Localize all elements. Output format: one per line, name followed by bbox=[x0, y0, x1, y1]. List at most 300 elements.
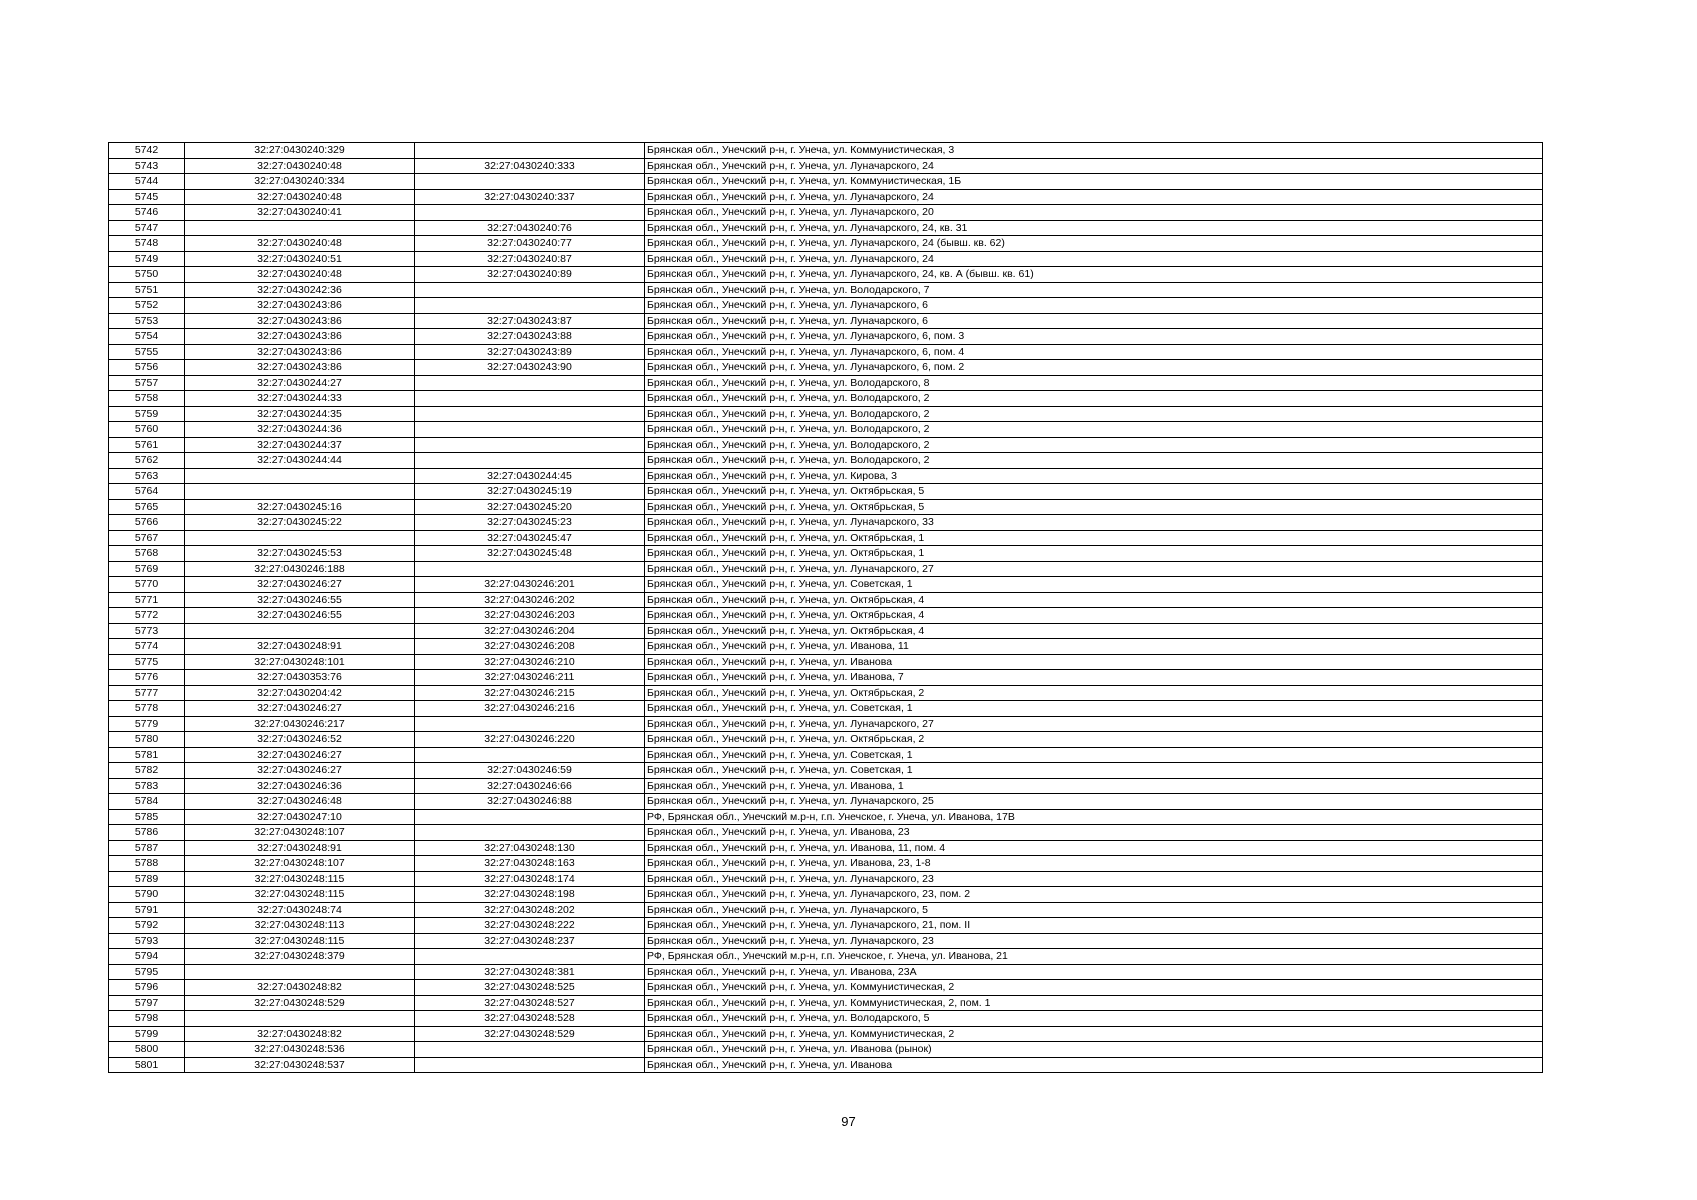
parent-cadastral-number-cell: 32:27:0430245:16 bbox=[185, 499, 415, 515]
row-number-cell: 5778 bbox=[109, 701, 185, 717]
table-row bbox=[109, 654, 1543, 670]
address-cell: Брянская обл., Унечский р-н, г. Унеча, ул. Советская, 1 bbox=[645, 701, 1543, 717]
cadastral-number-cell: 32:27:0430246:215 bbox=[415, 685, 645, 701]
cadastral-number-cell: 32:27:0430245:48 bbox=[415, 546, 645, 562]
table-row bbox=[109, 499, 1543, 515]
parent-cadastral-number-cell: 32:27:0430246:217 bbox=[185, 716, 415, 732]
row-number-cell: 5756 bbox=[109, 360, 185, 376]
table-row bbox=[109, 1026, 1543, 1042]
row-number-cell: 5764 bbox=[109, 484, 185, 500]
table-row bbox=[109, 546, 1543, 562]
cadastral-number-cell: 32:27:0430244:45 bbox=[415, 468, 645, 484]
address-cell: Брянская обл., Унечский р-н, г. Унеча, ул. Луначарского, 24, кв. 31 bbox=[645, 220, 1543, 236]
address-cell: Брянская обл., Унечский р-н, г. Унеча, ул. Луначарского, 6 bbox=[645, 313, 1543, 329]
row-number-cell: 5795 bbox=[109, 964, 185, 980]
cadastral-number-cell: 32:27:0430245:23 bbox=[415, 515, 645, 531]
parent-cadastral-number-cell: 32:27:0430248:82 bbox=[185, 980, 415, 996]
parent-cadastral-number-cell: 32:27:0430243:86 bbox=[185, 360, 415, 376]
cadastral-number-cell: 32:27:0430243:89 bbox=[415, 344, 645, 360]
cadastral-number-cell: 32:27:0430246:216 bbox=[415, 701, 645, 717]
table-row bbox=[109, 236, 1543, 252]
cadastral-number-cell: 32:27:0430246:66 bbox=[415, 778, 645, 794]
table-row bbox=[109, 825, 1543, 841]
row-number-cell: 5774 bbox=[109, 639, 185, 655]
cadastral-number-cell: 32:27:0430240:76 bbox=[415, 220, 645, 236]
address-cell: Брянская обл., Унечский р-н, г. Унеча, ул. Октябрьская, 2 bbox=[645, 685, 1543, 701]
row-number-cell: 5800 bbox=[109, 1042, 185, 1058]
table-body bbox=[109, 143, 1543, 1073]
table-row bbox=[109, 313, 1543, 329]
address-cell: Брянская обл., Унечский р-н, г. Унеча, ул. Володарского, 8 bbox=[645, 375, 1543, 391]
row-number-cell: 5742 bbox=[109, 143, 185, 159]
table-row bbox=[109, 685, 1543, 701]
parent-cadastral-number-cell bbox=[185, 468, 415, 484]
cadastral-number-cell: 32:27:0430248:202 bbox=[415, 902, 645, 918]
cadastral-number-cell bbox=[415, 406, 645, 422]
cadastral-number-cell: 32:27:0430246:210 bbox=[415, 654, 645, 670]
row-number-cell: 5762 bbox=[109, 453, 185, 469]
table-row bbox=[109, 763, 1543, 779]
parent-cadastral-number-cell: 32:27:0430246:48 bbox=[185, 794, 415, 810]
address-cell: Брянская обл., Унечский р-н, г. Унеча, ул. Луначарского, 6 bbox=[645, 298, 1543, 314]
table-row bbox=[109, 933, 1543, 949]
address-cell: Брянская обл., Унечский р-н, г. Унеча, ул. Луначарского, 23 bbox=[645, 871, 1543, 887]
parent-cadastral-number-cell: 32:27:0430243:86 bbox=[185, 298, 415, 314]
table-row bbox=[109, 468, 1543, 484]
address-cell: Брянская обл., Унечский р-н, г. Унеча, ул. Советская, 1 bbox=[645, 577, 1543, 593]
table-row bbox=[109, 902, 1543, 918]
parent-cadastral-number-cell: 32:27:0430248:107 bbox=[185, 856, 415, 872]
address-cell: РФ, Брянская обл., Унечский м.р-н, г.п. Унечское, г. Унеча, ул. Иванова, 21 bbox=[645, 949, 1543, 965]
table-row bbox=[109, 577, 1543, 593]
cadastral-number-cell bbox=[415, 143, 645, 159]
address-cell: Брянская обл., Унечский р-н, г. Унеча, ул. Володарского, 7 bbox=[645, 282, 1543, 298]
address-cell: Брянская обл., Унечский р-н, г. Унеча, ул. Луначарского, 23 bbox=[645, 933, 1543, 949]
parent-cadastral-number-cell: 32:27:0430244:44 bbox=[185, 453, 415, 469]
address-cell: Брянская обл., Унечский р-н, г. Унеча, ул. Иванова, 11 bbox=[645, 639, 1543, 655]
parent-cadastral-number-cell: 32:27:0430246:188 bbox=[185, 561, 415, 577]
address-cell: Брянская обл., Унечский р-н, г. Унеча, ул. Иванова, 7 bbox=[645, 670, 1543, 686]
parent-cadastral-number-cell: 32:27:0430240:51 bbox=[185, 251, 415, 267]
address-cell: Брянская обл., Унечский р-н, г. Унеча, ул. Луначарского, 24 bbox=[645, 189, 1543, 205]
table-row bbox=[109, 809, 1543, 825]
cadastral-number-cell: 32:27:0430246:204 bbox=[415, 623, 645, 639]
address-cell: Брянская обл., Унечский р-н, г. Унеча, ул. Кирова, 3 bbox=[645, 468, 1543, 484]
parent-cadastral-number-cell: 32:27:0430240:334 bbox=[185, 174, 415, 190]
table-row bbox=[109, 375, 1543, 391]
parent-cadastral-number-cell: 32:27:0430248:113 bbox=[185, 918, 415, 934]
address-cell: Брянская обл., Унечский р-н, г. Унеча, ул. Советская, 1 bbox=[645, 763, 1543, 779]
table-row bbox=[109, 701, 1543, 717]
row-number-cell: 5784 bbox=[109, 794, 185, 810]
table-row bbox=[109, 143, 1543, 159]
page-number: 97 bbox=[841, 1114, 856, 1129]
address-cell: Брянская обл., Унечский р-н, г. Унеча, ул. Иванова bbox=[645, 654, 1543, 670]
table-row bbox=[109, 639, 1543, 655]
parent-cadastral-number-cell: 32:27:0430243:86 bbox=[185, 329, 415, 345]
row-number-cell: 5789 bbox=[109, 871, 185, 887]
row-number-cell: 5752 bbox=[109, 298, 185, 314]
row-number-cell: 5751 bbox=[109, 282, 185, 298]
cadastral-number-cell: 32:27:0430246:203 bbox=[415, 608, 645, 624]
parent-cadastral-number-cell: 32:27:0430240:48 bbox=[185, 158, 415, 174]
cadastral-number-cell: 32:27:0430240:333 bbox=[415, 158, 645, 174]
table-row bbox=[109, 949, 1543, 965]
parent-cadastral-number-cell: 32:27:0430246:55 bbox=[185, 592, 415, 608]
table-row bbox=[109, 995, 1543, 1011]
row-number-cell: 5749 bbox=[109, 251, 185, 267]
table-row bbox=[109, 158, 1543, 174]
address-cell: Брянская обл., Унечский р-н, г. Унеча, ул. Октябрьская, 5 bbox=[645, 499, 1543, 515]
table-row bbox=[109, 298, 1543, 314]
table-row bbox=[109, 670, 1543, 686]
parent-cadastral-number-cell: 32:27:0430248:82 bbox=[185, 1026, 415, 1042]
row-number-cell: 5793 bbox=[109, 933, 185, 949]
parent-cadastral-number-cell: 32:27:0430244:37 bbox=[185, 437, 415, 453]
cadastral-number-cell: 32:27:0430240:87 bbox=[415, 251, 645, 267]
parent-cadastral-number-cell: 32:27:0430244:35 bbox=[185, 406, 415, 422]
row-number-cell: 5746 bbox=[109, 205, 185, 221]
cadastral-number-cell bbox=[415, 1042, 645, 1058]
address-cell: Брянская обл., Унечский р-н, г. Унеча, ул. Иванова, 11, пом. 4 bbox=[645, 840, 1543, 856]
address-cell: Брянская обл., Унечский р-н, г. Унеча, ул. Иванова (рынок) bbox=[645, 1042, 1543, 1058]
parent-cadastral-number-cell: 32:27:0430240:48 bbox=[185, 236, 415, 252]
table-row bbox=[109, 437, 1543, 453]
cadastral-number-cell bbox=[415, 453, 645, 469]
parent-cadastral-number-cell: 32:27:0430242:36 bbox=[185, 282, 415, 298]
cadastral-number-cell bbox=[415, 282, 645, 298]
parent-cadastral-number-cell: 32:27:0430248:74 bbox=[185, 902, 415, 918]
cadastral-number-cell: 32:27:0430246:220 bbox=[415, 732, 645, 748]
address-cell: Брянская обл., Унечский р-н, г. Унеча, ул. Володарского, 2 bbox=[645, 453, 1543, 469]
table-row bbox=[109, 344, 1543, 360]
address-cell: Брянская обл., Унечский р-н, г. Унеча, ул. Октябрьская, 4 bbox=[645, 608, 1543, 624]
row-number-cell: 5759 bbox=[109, 406, 185, 422]
address-cell: Брянская обл., Унечский р-н, г. Унеча, ул. Луначарского, 23, пом. 2 bbox=[645, 887, 1543, 903]
address-cell: Брянская обл., Унечский р-н, г. Унеча, ул. Володарского, 2 bbox=[645, 437, 1543, 453]
address-cell: Брянская обл., Унечский р-н, г. Унеча, ул. Октябрьская, 1 bbox=[645, 530, 1543, 546]
cadastral-number-cell: 32:27:0430248:525 bbox=[415, 980, 645, 996]
parent-cadastral-number-cell: 32:27:0430248:91 bbox=[185, 639, 415, 655]
row-number-cell: 5779 bbox=[109, 716, 185, 732]
cadastral-number-cell bbox=[415, 391, 645, 407]
address-cell: Брянская обл., Унечский р-н, г. Унеча, ул. Октябрьская, 1 bbox=[645, 546, 1543, 562]
row-number-cell: 5785 bbox=[109, 809, 185, 825]
cadastral-number-cell: 32:27:0430248:381 bbox=[415, 964, 645, 980]
row-number-cell: 5743 bbox=[109, 158, 185, 174]
row-number-cell: 5790 bbox=[109, 887, 185, 903]
table-row bbox=[109, 856, 1543, 872]
parent-cadastral-number-cell: 32:27:0430204:42 bbox=[185, 685, 415, 701]
parent-cadastral-number-cell bbox=[185, 220, 415, 236]
address-cell: Брянская обл., Унечский р-н, г. Унеча, ул. Коммунистическая, 2 bbox=[645, 980, 1543, 996]
address-cell: Брянская обл., Унечский р-н, г. Унеча, ул. Луначарского, 27 bbox=[645, 561, 1543, 577]
table-row bbox=[109, 871, 1543, 887]
row-number-cell: 5780 bbox=[109, 732, 185, 748]
address-cell: Брянская обл., Унечский р-н, г. Унеча, ул. Володарского, 2 bbox=[645, 406, 1543, 422]
row-number-cell: 5777 bbox=[109, 685, 185, 701]
row-number-cell: 5787 bbox=[109, 840, 185, 856]
cadastral-number-cell: 32:27:0430243:90 bbox=[415, 360, 645, 376]
cadastral-number-cell: 32:27:0430240:337 bbox=[415, 189, 645, 205]
row-number-cell: 5769 bbox=[109, 561, 185, 577]
address-cell: Брянская обл., Унечский р-н, г. Унеча, ул. Луначарского, 6, пом. 4 bbox=[645, 344, 1543, 360]
table-row bbox=[109, 422, 1543, 438]
row-number-cell: 5791 bbox=[109, 902, 185, 918]
cadastral-number-cell: 32:27:0430246:59 bbox=[415, 763, 645, 779]
parent-cadastral-number-cell: 32:27:0430246:27 bbox=[185, 701, 415, 717]
row-number-cell: 5798 bbox=[109, 1011, 185, 1027]
address-cell: Брянская обл., Унечский р-н, г. Унеча, ул. Коммунистическая, 2, пом. 1 bbox=[645, 995, 1543, 1011]
table-row bbox=[109, 1011, 1543, 1027]
row-number-cell: 5772 bbox=[109, 608, 185, 624]
cadastral-number-cell: 32:27:0430243:88 bbox=[415, 329, 645, 345]
table-row bbox=[109, 282, 1543, 298]
table-row bbox=[109, 329, 1543, 345]
row-number-cell: 5765 bbox=[109, 499, 185, 515]
table-row bbox=[109, 1057, 1543, 1073]
cadastral-number-cell: 32:27:0430248:130 bbox=[415, 840, 645, 856]
row-number-cell: 5758 bbox=[109, 391, 185, 407]
table-row bbox=[109, 840, 1543, 856]
table-row bbox=[109, 794, 1543, 810]
table-row bbox=[109, 406, 1543, 422]
table-row bbox=[109, 267, 1543, 283]
parent-cadastral-number-cell bbox=[185, 964, 415, 980]
parent-cadastral-number-cell: 32:27:0430353:76 bbox=[185, 670, 415, 686]
address-cell: Брянская обл., Унечский р-н, г. Унеча, ул. Володарского, 2 bbox=[645, 422, 1543, 438]
cadastral-number-cell: 32:27:0430246:201 bbox=[415, 577, 645, 593]
address-cell: Брянская обл., Унечский р-н, г. Унеча, ул. Коммунистическая, 1Б bbox=[645, 174, 1543, 190]
row-number-cell: 5786 bbox=[109, 825, 185, 841]
table-row bbox=[109, 592, 1543, 608]
row-number-cell: 5757 bbox=[109, 375, 185, 391]
table-row bbox=[109, 561, 1543, 577]
cadastral-number-cell bbox=[415, 949, 645, 965]
parent-cadastral-number-cell: 32:27:0430248:107 bbox=[185, 825, 415, 841]
row-number-cell: 5750 bbox=[109, 267, 185, 283]
table-row bbox=[109, 360, 1543, 376]
row-number-cell: 5773 bbox=[109, 623, 185, 639]
parent-cadastral-number-cell: 32:27:0430248:537 bbox=[185, 1057, 415, 1073]
cadastral-number-cell: 32:27:0430240:89 bbox=[415, 267, 645, 283]
address-cell: Брянская обл., Унечский р-н, г. Унеча, ул. Луначарского, 20 bbox=[645, 205, 1543, 221]
address-cell: Брянская обл., Унечский р-н, г. Унеча, ул. Володарского, 2 bbox=[645, 391, 1543, 407]
address-cell: Брянская обл., Унечский р-н, г. Унеча, ул. Октябрьская, 2 bbox=[645, 732, 1543, 748]
address-cell: Брянская обл., Унечский р-н, г. Унеча, ул. Луначарского, 27 bbox=[645, 716, 1543, 732]
parent-cadastral-number-cell: 32:27:0430246:27 bbox=[185, 747, 415, 763]
row-number-cell: 5801 bbox=[109, 1057, 185, 1073]
address-cell: Брянская обл., Унечский р-н, г. Унеча, ул. Иванова bbox=[645, 1057, 1543, 1073]
parent-cadastral-number-cell: 32:27:0430244:33 bbox=[185, 391, 415, 407]
table-row bbox=[109, 608, 1543, 624]
row-number-cell: 5763 bbox=[109, 468, 185, 484]
row-number-cell: 5794 bbox=[109, 949, 185, 965]
parent-cadastral-number-cell: 32:27:0430248:101 bbox=[185, 654, 415, 670]
parent-cadastral-number-cell: 32:27:0430240:329 bbox=[185, 143, 415, 159]
row-number-cell: 5754 bbox=[109, 329, 185, 345]
address-cell: Брянская обл., Унечский р-н, г. Унеча, ул. Иванова, 23 bbox=[645, 825, 1543, 841]
table-row bbox=[109, 174, 1543, 190]
table-row bbox=[109, 391, 1543, 407]
table-row bbox=[109, 484, 1543, 500]
parent-cadastral-number-cell: 32:27:0430248:529 bbox=[185, 995, 415, 1011]
row-number-cell: 5775 bbox=[109, 654, 185, 670]
address-cell: Брянская обл., Унечский р-н, г. Унеча, ул. Коммунистическая, 3 bbox=[645, 143, 1543, 159]
parent-cadastral-number-cell: 32:27:0430244:27 bbox=[185, 375, 415, 391]
address-cell: Брянская обл., Унечский р-н, г. Унеча, ул. Луначарского, 5 bbox=[645, 902, 1543, 918]
cadastral-number-cell bbox=[415, 561, 645, 577]
address-cell: Брянская обл., Унечский р-н, г. Унеча, ул. Луначарского, 33 bbox=[645, 515, 1543, 531]
table-row bbox=[109, 530, 1543, 546]
address-cell: Брянская обл., Унечский р-н, г. Унеча, ул. Иванова, 23А bbox=[645, 964, 1543, 980]
address-cell: Брянская обл., Унечский р-н, г. Унеча, ул. Володарского, 5 bbox=[645, 1011, 1543, 1027]
cadastral-number-cell: 32:27:0430245:47 bbox=[415, 530, 645, 546]
cadastral-number-cell: 32:27:0430248:174 bbox=[415, 871, 645, 887]
row-number-cell: 5788 bbox=[109, 856, 185, 872]
parent-cadastral-number-cell: 32:27:0430240:41 bbox=[185, 205, 415, 221]
address-cell: Брянская обл., Унечский р-н, г. Унеча, ул. Октябрьская, 4 bbox=[645, 592, 1543, 608]
parent-cadastral-number-cell: 32:27:0430248:115 bbox=[185, 933, 415, 949]
table-row bbox=[109, 251, 1543, 267]
row-number-cell: 5771 bbox=[109, 592, 185, 608]
parent-cadastral-number-cell: 32:27:0430240:48 bbox=[185, 267, 415, 283]
address-cell: Брянская обл., Унечский р-н, г. Унеча, ул. Луначарского, 6, пом. 3 bbox=[645, 329, 1543, 345]
parent-cadastral-number-cell bbox=[185, 530, 415, 546]
address-cell: Брянская обл., Унечский р-н, г. Унеча, ул. Луначарского, 21, пом. II bbox=[645, 918, 1543, 934]
parent-cadastral-number-cell: 32:27:0430240:48 bbox=[185, 189, 415, 205]
address-cell: Брянская обл., Унечский р-н, г. Унеча, ул. Октябрьская, 5 bbox=[645, 484, 1543, 500]
row-number-cell: 5748 bbox=[109, 236, 185, 252]
table-row bbox=[109, 205, 1543, 221]
cadastral-number-cell bbox=[415, 825, 645, 841]
cadastral-number-cell bbox=[415, 747, 645, 763]
table-row bbox=[109, 220, 1543, 236]
row-number-cell: 5782 bbox=[109, 763, 185, 779]
parent-cadastral-number-cell: 32:27:0430246:52 bbox=[185, 732, 415, 748]
row-number-cell: 5781 bbox=[109, 747, 185, 763]
parent-cadastral-number-cell: 32:27:0430243:86 bbox=[185, 344, 415, 360]
address-cell: Брянская обл., Унечский р-н, г. Унеча, ул. Луначарского, 6, пом. 2 bbox=[645, 360, 1543, 376]
parent-cadastral-number-cell: 32:27:0430248:536 bbox=[185, 1042, 415, 1058]
parent-cadastral-number-cell: 32:27:0430248:379 bbox=[185, 949, 415, 965]
row-number-cell: 5792 bbox=[109, 918, 185, 934]
cadastral-number-cell bbox=[415, 205, 645, 221]
address-cell: Брянская обл., Унечский р-н, г. Унеча, ул. Коммунистическая, 2 bbox=[645, 1026, 1543, 1042]
row-number-cell: 5744 bbox=[109, 174, 185, 190]
row-number-cell: 5745 bbox=[109, 189, 185, 205]
table-row bbox=[109, 515, 1543, 531]
table-row bbox=[109, 716, 1543, 732]
parent-cadastral-number-cell: 32:27:0430245:22 bbox=[185, 515, 415, 531]
table-row bbox=[109, 1042, 1543, 1058]
address-cell: Брянская обл., Унечский р-н, г. Унеча, ул. Луначарского, 24 (бывш. кв. 62) bbox=[645, 236, 1543, 252]
table-row bbox=[109, 747, 1543, 763]
cadastral-number-cell bbox=[415, 298, 645, 314]
cadastral-number-cell: 32:27:0430240:77 bbox=[415, 236, 645, 252]
table-row bbox=[109, 887, 1543, 903]
row-number-cell: 5776 bbox=[109, 670, 185, 686]
row-number-cell: 5768 bbox=[109, 546, 185, 562]
table-row bbox=[109, 980, 1543, 996]
row-number-cell: 5761 bbox=[109, 437, 185, 453]
address-cell: Брянская обл., Унечский р-н, г. Унеча, ул. Советская, 1 bbox=[645, 747, 1543, 763]
parent-cadastral-number-cell: 32:27:0430246:36 bbox=[185, 778, 415, 794]
cadastral-number-cell: 32:27:0430248:528 bbox=[415, 1011, 645, 1027]
cadastral-number-cell bbox=[415, 422, 645, 438]
parent-cadastral-number-cell: 32:27:0430248:91 bbox=[185, 840, 415, 856]
address-cell: Брянская обл., Унечский р-н, г. Унеча, ул. Луначарского, 24 bbox=[645, 251, 1543, 267]
row-number-cell: 5770 bbox=[109, 577, 185, 593]
table-row bbox=[109, 918, 1543, 934]
table-row bbox=[109, 623, 1543, 639]
parent-cadastral-number-cell: 32:27:0430248:115 bbox=[185, 887, 415, 903]
parent-cadastral-number-cell: 32:27:0430246:55 bbox=[185, 608, 415, 624]
cadastral-number-cell bbox=[415, 716, 645, 732]
table-row bbox=[109, 453, 1543, 469]
parent-cadastral-number-cell: 32:27:0430246:27 bbox=[185, 577, 415, 593]
address-cell: Брянская обл., Унечский р-н, г. Унеча, ул. Иванова, 1 bbox=[645, 778, 1543, 794]
parent-cadastral-number-cell: 32:27:0430247:10 bbox=[185, 809, 415, 825]
address-cell: Брянская обл., Унечский р-н, г. Унеча, ул. Луначарского, 25 bbox=[645, 794, 1543, 810]
row-number-cell: 5760 bbox=[109, 422, 185, 438]
parent-cadastral-number-cell: 32:27:0430244:36 bbox=[185, 422, 415, 438]
cadastral-number-cell: 32:27:0430248:527 bbox=[415, 995, 645, 1011]
parent-cadastral-number-cell bbox=[185, 623, 415, 639]
cadastral-number-cell bbox=[415, 174, 645, 190]
table-row bbox=[109, 189, 1543, 205]
cadastral-number-cell bbox=[415, 1057, 645, 1073]
parent-cadastral-number-cell: 32:27:0430245:53 bbox=[185, 546, 415, 562]
row-number-cell: 5753 bbox=[109, 313, 185, 329]
parent-cadastral-number-cell bbox=[185, 484, 415, 500]
address-cell: Брянская обл., Унечский р-н, г. Унеча, ул. Октябрьская, 4 bbox=[645, 623, 1543, 639]
cadastral-number-cell: 32:27:0430248:222 bbox=[415, 918, 645, 934]
address-cell: РФ, Брянская обл., Унечский м.р-н, г.п. Унечское, г. Унеча, ул. Иванова, 17В bbox=[645, 809, 1543, 825]
parent-cadastral-number-cell: 32:27:0430248:115 bbox=[185, 871, 415, 887]
cadastral-number-cell: 32:27:0430246:211 bbox=[415, 670, 645, 686]
cadastral-number-cell bbox=[415, 809, 645, 825]
cadastral-number-cell: 32:27:0430248:237 bbox=[415, 933, 645, 949]
row-number-cell: 5747 bbox=[109, 220, 185, 236]
cadastral-number-cell: 32:27:0430245:19 bbox=[415, 484, 645, 500]
cadastral-number-cell: 32:27:0430246:208 bbox=[415, 639, 645, 655]
address-cell: Брянская обл., Унечский р-н, г. Унеча, ул. Луначарского, 24 bbox=[645, 158, 1543, 174]
row-number-cell: 5766 bbox=[109, 515, 185, 531]
cadastral-number-cell: 32:27:0430245:20 bbox=[415, 499, 645, 515]
row-number-cell: 5755 bbox=[109, 344, 185, 360]
cadastral-number-cell: 32:27:0430248:163 bbox=[415, 856, 645, 872]
cadastral-number-cell: 32:27:0430243:87 bbox=[415, 313, 645, 329]
address-cell: Брянская обл., Унечский р-н, г. Унеча, ул. Луначарского, 24, кв. А (бывш. кв. 61) bbox=[645, 267, 1543, 283]
row-number-cell: 5796 bbox=[109, 980, 185, 996]
address-cell: Брянская обл., Унечский р-н, г. Унеча, ул. Иванова, 23, 1-8 bbox=[645, 856, 1543, 872]
table-row bbox=[109, 778, 1543, 794]
cadastral-number-cell: 32:27:0430248:529 bbox=[415, 1026, 645, 1042]
cadastral-number-cell: 32:27:0430246:88 bbox=[415, 794, 645, 810]
cadastral-number-cell: 32:27:0430246:202 bbox=[415, 592, 645, 608]
row-number-cell: 5799 bbox=[109, 1026, 185, 1042]
table-row bbox=[109, 732, 1543, 748]
row-number-cell: 5797 bbox=[109, 995, 185, 1011]
cadastral-table bbox=[108, 142, 1543, 1073]
parent-cadastral-number-cell: 32:27:0430246:27 bbox=[185, 763, 415, 779]
parent-cadastral-number-cell bbox=[185, 1011, 415, 1027]
cadastral-number-cell bbox=[415, 375, 645, 391]
cadastral-number-cell: 32:27:0430248:198 bbox=[415, 887, 645, 903]
row-number-cell: 5767 bbox=[109, 530, 185, 546]
row-number-cell: 5783 bbox=[109, 778, 185, 794]
